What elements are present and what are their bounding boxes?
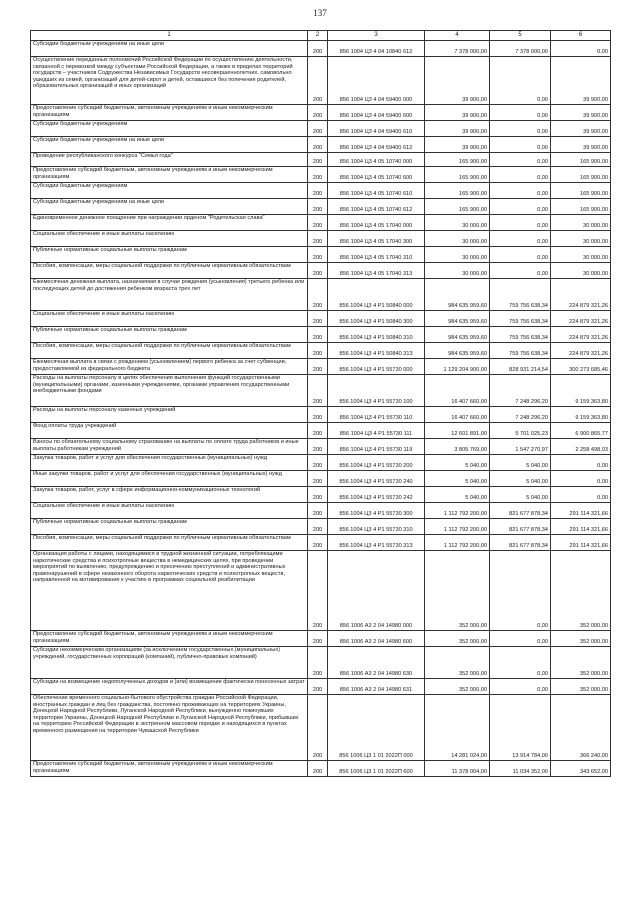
row-amount-remaining: 0,00 (551, 455, 611, 471)
table-row (31, 263, 611, 279)
row-amount-plan: 3 805 769,00 (425, 439, 490, 455)
row-code: 200 (308, 41, 328, 57)
table-row (31, 167, 611, 183)
row-amount-plan: 165 900,00 (425, 153, 490, 167)
row-amount-plan: 5 040,00 (425, 471, 490, 487)
row-name: Ежемесячная выплата в связи с рождением (усыновлением) первого ребенка за счет субвенции, предоставляемой из федерального бюджета (31, 359, 308, 375)
table-row (31, 487, 611, 503)
row-code: 200 (308, 247, 328, 263)
row-code: 200 (308, 503, 328, 519)
row-name: Публичные нормативные социальные выплаты гражданам (31, 519, 308, 535)
row-kbk: 856 1004 Ц3 4 Р1 55730 110 (328, 407, 425, 423)
table-row (31, 199, 611, 215)
row-amount-plan: 5 040,00 (425, 487, 490, 503)
row-code: 200 (308, 215, 328, 231)
row-amount-remaining: 224 879 321,26 (551, 327, 611, 343)
table-row (31, 761, 611, 777)
table-row (31, 695, 611, 761)
row-amount-executed: 0,00 (490, 679, 551, 695)
row-code: 200 (308, 327, 328, 343)
row-code: 200 (308, 263, 328, 279)
header-cell-1: 1 (31, 31, 308, 41)
header-cell-6: 6 (551, 31, 611, 41)
row-code: 200 (308, 679, 328, 695)
row-name: Предоставление субсидий бюджетным, автономным учреждениям и иным некоммерческим организациям (31, 105, 308, 121)
row-amount-remaining: 352 000,00 (551, 647, 611, 679)
table-row (31, 247, 611, 263)
row-amount-remaining: 30 000,00 (551, 263, 611, 279)
row-amount-remaining: 300 273 685,46 (551, 359, 611, 375)
row-amount-remaining: 291 114 321,66 (551, 519, 611, 535)
row-name: Социальное обеспечение и иные выплаты населению (31, 503, 308, 519)
row-amount-executed: 5 040,00 (490, 471, 551, 487)
row-amount-plan: 39 900,00 (425, 121, 490, 137)
row-kbk: 856 1004 Ц3 4 Р1 55730 119 (328, 439, 425, 455)
row-kbk: 856 1004 Ц3 4 05 10740 600 (328, 167, 425, 183)
row-name: Предоставление субсидий бюджетным, автономным учреждениям и иным некоммерческим организациям (31, 761, 308, 777)
row-kbk: 856 1004 Ц3 4 05 17040 000 (328, 215, 425, 231)
row-name: Субсидии бюджетным учреждениям (31, 121, 308, 137)
row-amount-executed: 5 040,00 (490, 455, 551, 471)
row-amount-plan: 7 378 000,00 (425, 41, 490, 57)
row-kbk: 856 1004 Ц3 4 Р1 55730 313 (328, 535, 425, 551)
row-kbk: 856 1004 Ц3 4 Р1 55730 240 (328, 471, 425, 487)
row-code: 200 (308, 137, 328, 153)
row-amount-executed: 0,00 (490, 167, 551, 183)
table-row (31, 231, 611, 247)
row-amount-executed: 11 034 352,00 (490, 761, 551, 777)
row-amount-executed: 759 756 638,34 (490, 279, 551, 311)
row-amount-plan: 14 281 024,00 (425, 695, 490, 761)
row-amount-remaining: 2 258 498,03 (551, 439, 611, 455)
row-amount-plan: 984 635 959,60 (425, 279, 490, 311)
row-kbk: 856 1004 Ц3 4 04 59400 612 (328, 137, 425, 153)
page-number: 137 (313, 8, 327, 18)
row-amount-plan: 5 040,00 (425, 455, 490, 471)
row-code: 200 (308, 199, 328, 215)
header-cell-3: 3 (328, 31, 425, 41)
row-kbk: 856 1006 Ц3 1 01 2022П 600 (328, 761, 425, 777)
row-amount-remaining: 30 000,00 (551, 247, 611, 263)
table-row (31, 311, 611, 327)
row-name: Закупка товаров, работ, услуг в сфере информационно-коммуникационных технологий (31, 487, 308, 503)
row-code: 200 (308, 167, 328, 183)
row-kbk: 856 1004 Ц3 4 05 17040 310 (328, 247, 425, 263)
header-cell-2: 2 (308, 31, 328, 41)
row-kbk: 856 1006 А3 2 04 14980 630 (328, 647, 425, 679)
row-name: Ежемесячная денежная выплата, назначаемая в случае рождения (усыновления) третьего ребенка или последующих детей до достижения ребенком возраста трех лет (31, 279, 308, 311)
row-kbk: 856 1004 Ц3 4 Р1 55730 300 (328, 503, 425, 519)
row-name: Обеспечение временного социально-бытового обустройства граждан Российской Федерации, иностранных граждан и лиц без гражданства, постоянно проживающих на территориях Украины, Донецкой Народной Республики, Луганской Народной Республики, вынужденно покинувших территории Украины, Донецкой Народной Республики и Луганской Народной Республики, прибывших на территорию Российской Федерации в экстренном массовом порядке и находящихся в пунктах временного размещения на территории Чувашской Республики (31, 695, 308, 761)
row-amount-executed: 0,00 (490, 183, 551, 199)
row-amount-remaining: 39 900,00 (551, 121, 611, 137)
row-amount-executed: 0,00 (490, 199, 551, 215)
row-amount-executed: 759 756 638,34 (490, 327, 551, 343)
table-row (31, 343, 611, 359)
row-kbk: 856 1004 Ц3 4 Р1 55730 100 (328, 375, 425, 407)
row-amount-remaining: 224 879 321,26 (551, 279, 611, 311)
table-row (31, 679, 611, 695)
row-amount-plan: 1 112 792 200,00 (425, 519, 490, 535)
row-name: Иные закупки товаров, работ и услуг для обеспечения государственных (муниципальных) нужд (31, 471, 308, 487)
row-amount-remaining: 39 900,00 (551, 137, 611, 153)
row-amount-executed: 0,00 (490, 231, 551, 247)
table-row (31, 105, 611, 121)
row-amount-remaining: 291 114 321,66 (551, 535, 611, 551)
row-amount-remaining: 343 652,00 (551, 761, 611, 777)
row-amount-remaining: 165 900,00 (551, 153, 611, 167)
row-kbk: 856 1004 Ц3 4 Р1 50840 000 (328, 279, 425, 311)
row-kbk: 856 1004 Ц3 4 05 10740 000 (328, 153, 425, 167)
row-amount-plan: 165 900,00 (425, 199, 490, 215)
row-code: 200 (308, 487, 328, 503)
header-cell-4: 4 (425, 31, 490, 41)
row-kbk: 856 1004 Ц3 4 05 17040 313 (328, 263, 425, 279)
row-kbk: 856 1004 Ц3 4 05 10740 610 (328, 183, 425, 199)
row-amount-executed: 7 248 296,20 (490, 375, 551, 407)
row-amount-plan: 984 635 959,60 (425, 311, 490, 327)
row-amount-plan: 165 900,00 (425, 183, 490, 199)
row-amount-executed: 0,00 (490, 105, 551, 121)
row-amount-plan: 30 000,00 (425, 231, 490, 247)
row-amount-executed: 1 547 270,97 (490, 439, 551, 455)
row-amount-remaining: 165 900,00 (551, 167, 611, 183)
row-amount-remaining: 224 879 321,26 (551, 311, 611, 327)
row-kbk: 856 1004 Ц3 4 04 59400 600 (328, 105, 425, 121)
row-name: Осуществление переданных полномочий Российской Федерации по осуществлению деятельности, связанной с перевозкой между субъектами Российской Федерации, а также в пределах территорий государств – участников Содружества Независимых Государств несовершеннолетних, самовольно ушедших из семей, организаций для детей-сирот и детей, оставшихся без попечения родителей, образовательных организаций и иных организаций (31, 57, 308, 105)
row-amount-executed: 7 378 000,00 (490, 41, 551, 57)
row-code: 200 (308, 359, 328, 375)
row-code: 200 (308, 519, 328, 535)
row-name: Организация работы с лицами, находящимися в трудной жизненной ситуации, потребляющими наркотические средства и психотропные вещества в немедицинских целях, при проведении мероприятий по выявлению, предупреждению и пресечению преступлений и административных правонарушений в сфере незаконного оборота наркотических средств и психотропных веществ, направленной на мотивирование к участию в программах социальной реабилитации (31, 551, 308, 631)
row-name: Предоставление субсидий бюджетным, автономным учреждениям и иным некоммерческим организациям (31, 631, 308, 647)
row-amount-plan: 30 000,00 (425, 215, 490, 231)
row-name: Субсидии на возмещение недополученных доходов и (или) возмещение фактически понесенных затрат (31, 679, 308, 695)
row-name: Расходы на выплаты персоналу в целях обеспечения выполнения функций государственными (муниципальными) органами, казенными учреждениями, органами управления государственными внебюджетными фондами (31, 375, 308, 407)
row-amount-executed: 0,00 (490, 57, 551, 105)
row-name: Пособия, компенсации, меры социальной поддержки по публичным нормативным обязательствам (31, 263, 308, 279)
row-amount-plan: 16 407 660,00 (425, 407, 490, 423)
row-code: 200 (308, 471, 328, 487)
row-amount-remaining: 352 000,00 (551, 679, 611, 695)
row-name: Пособия, компенсации, меры социальной поддержки по публичным нормативным обязательствам (31, 535, 308, 551)
row-amount-remaining: 6 900 865,77 (551, 423, 611, 439)
table-row (31, 153, 611, 167)
row-amount-plan: 39 900,00 (425, 105, 490, 121)
row-name: Проведение республиканского конкурса "Семья года" (31, 153, 308, 167)
table-row (31, 519, 611, 535)
row-amount-remaining: 39 900,00 (551, 57, 611, 105)
row-amount-plan: 165 900,00 (425, 167, 490, 183)
row-name: Взносы по обязательному социальному страхованию на выплаты по оплате труда работников и иные выплаты работникам учреждений (31, 439, 308, 455)
row-code: 200 (308, 439, 328, 455)
header-cell-5: 5 (490, 31, 551, 41)
row-name: Единовременное денежное поощрение при награждении орденом "Родительская слава" (31, 215, 308, 231)
row-name: Социальное обеспечение и иные выплаты населению (31, 311, 308, 327)
table-row (31, 375, 611, 407)
row-amount-plan: 1 112 792 200,00 (425, 535, 490, 551)
table-row (31, 279, 611, 311)
table-row (31, 471, 611, 487)
row-amount-plan: 30 000,00 (425, 247, 490, 263)
row-amount-remaining: 352 000,00 (551, 551, 611, 631)
row-code: 200 (308, 57, 328, 105)
row-kbk: 856 1004 Ц3 4 05 17040 300 (328, 231, 425, 247)
row-amount-plan: 352 000,00 (425, 631, 490, 647)
row-kbk: 856 1004 Ц3 4 Р1 55730 242 (328, 487, 425, 503)
table-row (31, 121, 611, 137)
row-amount-remaining: 0,00 (551, 471, 611, 487)
row-amount-executed: 0,00 (490, 647, 551, 679)
table-row (31, 327, 611, 343)
row-kbk: 856 1004 Ц3 4 Р1 50840 313 (328, 343, 425, 359)
row-name: Пособия, компенсации, меры социальной поддержки по публичным нормативным обязательствам (31, 343, 308, 359)
row-amount-executed: 0,00 (490, 215, 551, 231)
row-kbk: 856 1006 А3 2 04 14980 631 (328, 679, 425, 695)
row-amount-plan: 1 112 792 200,00 (425, 503, 490, 519)
row-amount-plan: 352 000,00 (425, 647, 490, 679)
row-name: Предоставление субсидий бюджетным, автономным учреждениям и иным некоммерческим организациям (31, 167, 308, 183)
row-amount-plan: 16 407 660,00 (425, 375, 490, 407)
table-row (31, 359, 611, 375)
row-amount-executed: 0,00 (490, 263, 551, 279)
table-row (31, 137, 611, 153)
row-code: 200 (308, 695, 328, 761)
row-amount-executed: 759 756 638,34 (490, 343, 551, 359)
table-row (31, 423, 611, 439)
row-amount-remaining: 352 000,00 (551, 631, 611, 647)
row-amount-executed: 0,00 (490, 247, 551, 263)
row-amount-remaining: 165 900,00 (551, 199, 611, 215)
table-row (31, 439, 611, 455)
row-amount-plan: 30 000,00 (425, 263, 490, 279)
row-amount-executed: 759 756 638,34 (490, 311, 551, 327)
row-kbk: 856 1004 Ц3 4 Р1 50840 310 (328, 327, 425, 343)
table-row (31, 551, 611, 631)
row-code: 200 (308, 279, 328, 311)
row-amount-remaining: 9 159 363,80 (551, 407, 611, 423)
row-amount-plan: 352 000,00 (425, 551, 490, 631)
row-kbk: 856 1004 Ц3 4 04 59400 610 (328, 121, 425, 137)
row-code: 200 (308, 183, 328, 199)
row-amount-remaining: 30 000,00 (551, 231, 611, 247)
row-kbk: 856 1004 Ц3 4 Р1 55730 000 (328, 359, 425, 375)
row-code: 200 (308, 647, 328, 679)
table-row (31, 503, 611, 519)
row-amount-executed: 828 931 214,54 (490, 359, 551, 375)
row-amount-executed: 821 677 878,34 (490, 503, 551, 519)
row-amount-executed: 0,00 (490, 631, 551, 647)
row-amount-plan: 39 900,00 (425, 137, 490, 153)
row-code: 200 (308, 121, 328, 137)
row-amount-remaining: 366 240,00 (551, 695, 611, 761)
row-amount-executed: 0,00 (490, 121, 551, 137)
row-code: 200 (308, 153, 328, 167)
row-code: 200 (308, 105, 328, 121)
row-kbk: 856 1006 Ц3 1 01 2022П 000 (328, 695, 425, 761)
row-amount-plan: 12 601 891,00 (425, 423, 490, 439)
row-code: 200 (308, 535, 328, 551)
row-code: 200 (308, 761, 328, 777)
table-row (31, 57, 611, 105)
row-code: 200 (308, 311, 328, 327)
row-kbk: 856 1006 А3 2 04 14980 000 (328, 551, 425, 631)
row-name: Субсидии бюджетным учреждениям на иные цели (31, 41, 308, 57)
row-amount-executed: 7 248 296,20 (490, 407, 551, 423)
table-row (31, 41, 611, 57)
table-row (31, 631, 611, 647)
table-row (31, 215, 611, 231)
row-name: Социальное обеспечение и иные выплаты населению (31, 231, 308, 247)
table-row (31, 647, 611, 679)
row-code: 200 (308, 407, 328, 423)
row-name: Фонд оплаты труда учреждений (31, 423, 308, 439)
row-name: Расходы на выплаты персоналу казенных учреждений (31, 407, 308, 423)
row-amount-executed: 0,00 (490, 153, 551, 167)
table-row (31, 407, 611, 423)
row-name: Субсидии бюджетным учреждениям на иные цели (31, 199, 308, 215)
row-amount-remaining: 39 900,00 (551, 105, 611, 121)
row-amount-remaining: 0,00 (551, 487, 611, 503)
row-code: 200 (308, 375, 328, 407)
row-amount-remaining: 0,00 (551, 41, 611, 57)
row-code: 200 (308, 551, 328, 631)
row-kbk: 856 1004 Ц3 4 Р1 55730 200 (328, 455, 425, 471)
row-amount-remaining: 9 159 363,80 (551, 375, 611, 407)
row-amount-executed: 5 040,00 (490, 487, 551, 503)
row-name: Закупка товаров, работ и услуг для обеспечения государственных (муниципальных) нужд (31, 455, 308, 471)
row-kbk: 856 1004 Ц3 4 04 10840 612 (328, 41, 425, 57)
row-kbk: 856 1004 Ц3 4 Р1 50840 300 (328, 311, 425, 327)
row-amount-plan: 352 000,00 (425, 679, 490, 695)
row-code: 200 (308, 231, 328, 247)
row-amount-executed: 13 914 784,00 (490, 695, 551, 761)
row-name: Субсидии бюджетным учреждениям (31, 183, 308, 199)
table-row (31, 455, 611, 471)
row-amount-executed: 0,00 (490, 551, 551, 631)
row-amount-plan: 39 900,00 (425, 57, 490, 105)
row-name: Публичные нормативные социальные выплаты гражданам (31, 247, 308, 263)
row-amount-plan: 11 378 004,00 (425, 761, 490, 777)
header-row (31, 31, 611, 41)
row-amount-remaining: 165 900,00 (551, 183, 611, 199)
table-row (31, 535, 611, 551)
row-name: Публичные нормативные социальные выплаты гражданам (31, 327, 308, 343)
row-code: 200 (308, 455, 328, 471)
row-kbk: 856 1004 Ц3 4 05 10740 612 (328, 199, 425, 215)
row-code: 200 (308, 631, 328, 647)
row-kbk: 856 1004 Ц3 4 Р1 55730 111 (328, 423, 425, 439)
row-amount-plan: 1 129 204 900,00 (425, 359, 490, 375)
row-kbk: 856 1004 Ц3 4 04 59400 000 (328, 57, 425, 105)
row-amount-executed: 821 677 878,34 (490, 535, 551, 551)
budget-table (30, 30, 611, 777)
row-code: 200 (308, 423, 328, 439)
row-amount-executed: 0,00 (490, 137, 551, 153)
row-amount-remaining: 30 000,00 (551, 215, 611, 231)
row-amount-remaining: 291 114 321,66 (551, 503, 611, 519)
row-amount-remaining: 224 879 321,26 (551, 343, 611, 359)
row-kbk: 856 1004 Ц3 4 Р1 55730 310 (328, 519, 425, 535)
row-code: 200 (308, 343, 328, 359)
row-amount-plan: 984 635 959,60 (425, 343, 490, 359)
row-amount-executed: 821 677 878,34 (490, 519, 551, 535)
row-amount-plan: 984 635 959,60 (425, 327, 490, 343)
row-kbk: 856 1006 А3 2 04 14980 600 (328, 631, 425, 647)
row-name: Субсидии бюджетным учреждениям на иные цели (31, 137, 308, 153)
row-amount-executed: 5 701 025,23 (490, 423, 551, 439)
row-name: Субсидии некоммерческим организациям (за исключением государственных (муниципальных) учреждений, государственных корпораций (компаний), публично-правовых компаний) (31, 647, 308, 679)
table-row (31, 183, 611, 199)
